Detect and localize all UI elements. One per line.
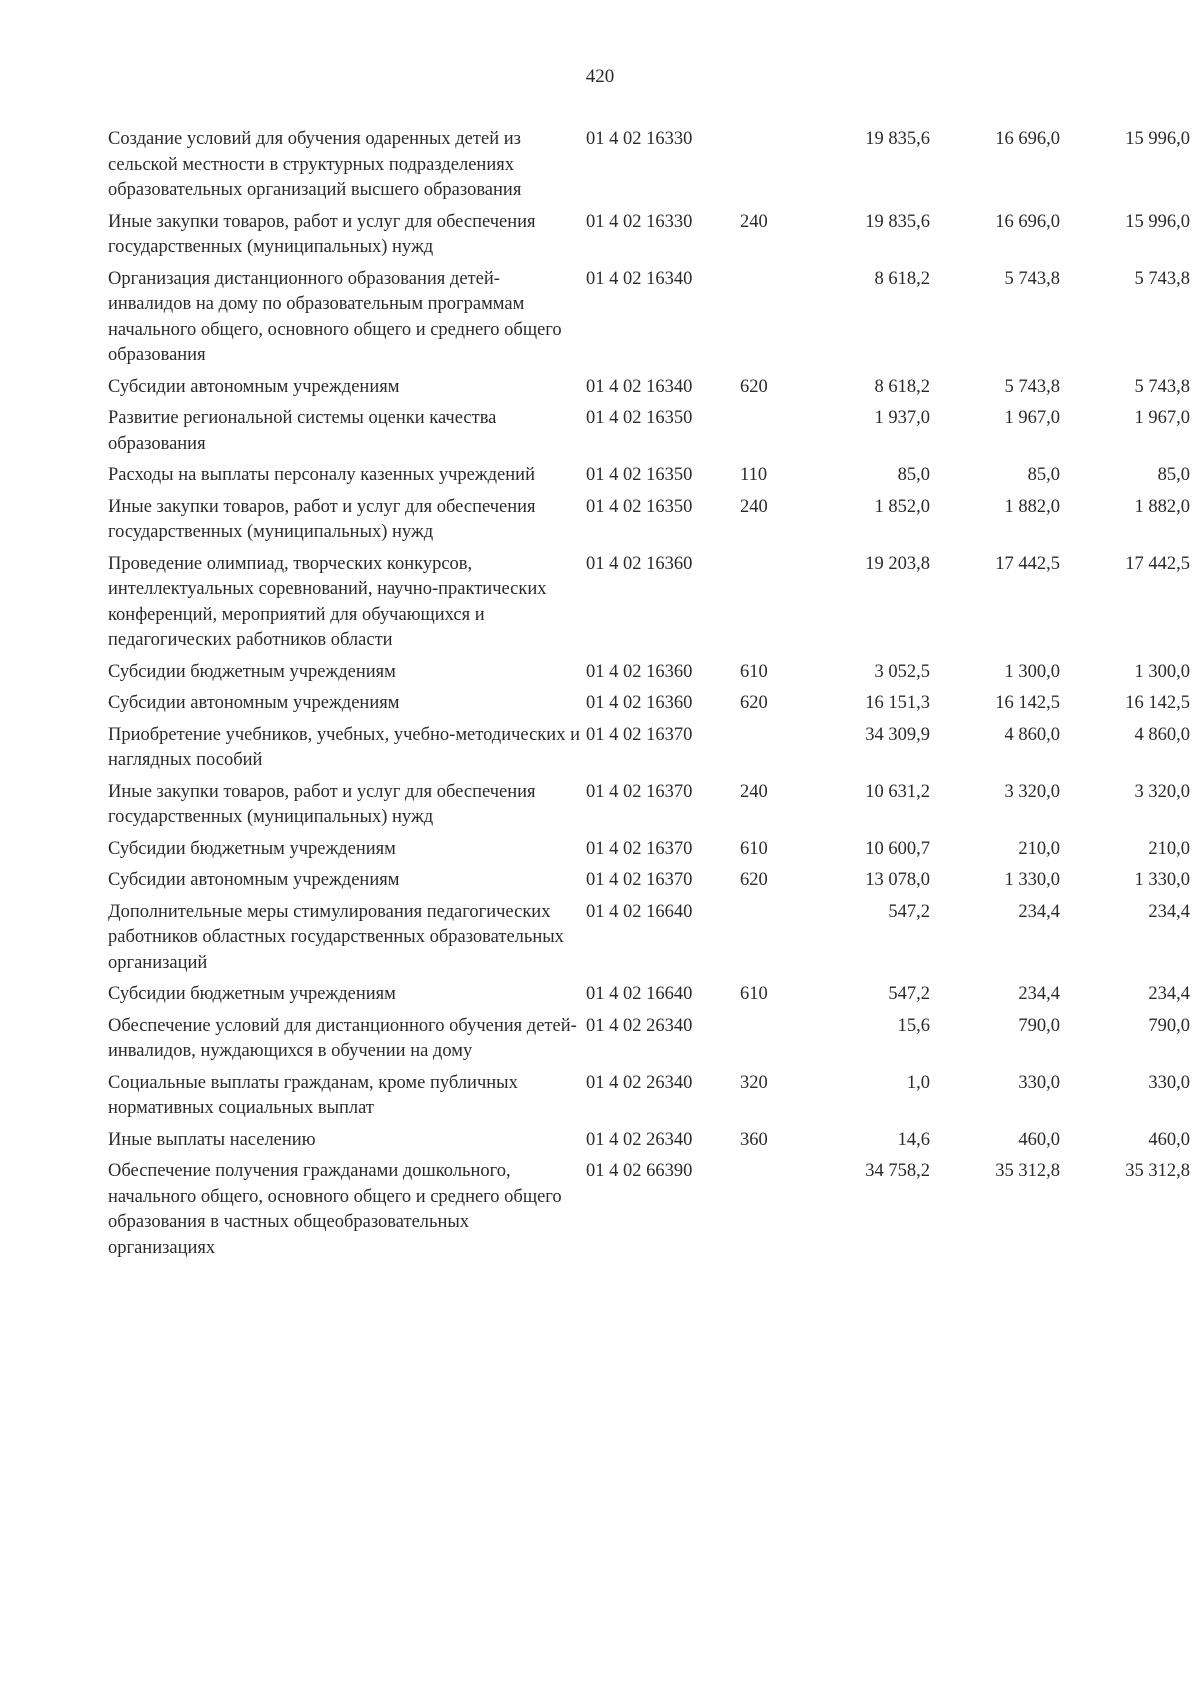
table-row <box>108 1159 1190 1267</box>
table-row <box>108 1071 1190 1128</box>
table-row <box>108 267 1190 375</box>
table-row <box>108 982 1190 1014</box>
amount-year2-cell: 790,0 <box>1018 1015 1060 1036</box>
target-article-code-cell: 01 4 02 16370 <box>586 724 693 745</box>
target-article-code-cell: 01 4 02 16350 <box>586 496 693 517</box>
budget-table <box>108 127 1190 1267</box>
amount-year1-cell: 547,2 <box>888 901 930 922</box>
amount-year2-cell: 16 696,0 <box>995 129 1060 149</box>
amount-year1-cell: 16 151,3 <box>865 693 930 713</box>
expense-type-code-cell: 610 <box>740 838 768 859</box>
target-article-code-cell: 01 4 02 16330 <box>586 211 693 232</box>
amount-year2-cell: 85,0 <box>1027 465 1060 485</box>
target-article-code-cell: 01 4 02 16350 <box>586 465 693 485</box>
amount-year2-cell: 1 300,0 <box>1004 661 1060 682</box>
amount-year1-cell: 34 758,2 <box>865 1161 930 1181</box>
expense-type-code-cell <box>732 1159 800 1267</box>
expense-type-code-cell <box>732 406 800 463</box>
amount-year3-cell: 17 442,5 <box>1125 553 1190 574</box>
amount-year3-cell: 1 300,0 <box>1134 661 1190 682</box>
amount-year2-cell: 17 442,5 <box>995 553 1060 574</box>
table-row <box>108 406 1190 463</box>
amount-year1-cell: 1,0 <box>906 1072 930 1093</box>
amount-year3-cell: 790,0 <box>1148 1015 1190 1036</box>
expense-type-code-cell: 360 <box>740 1129 768 1150</box>
expense-type-code-cell: 610 <box>740 984 768 1004</box>
expense-name-cell: Проведение олимпиад, творческих конкурсов, интеллектуальных соревнований, научно-практических конференций, мероприятий для обучающихся и педагогических работников области <box>108 553 547 650</box>
amount-year3-cell: 1 330,0 <box>1134 870 1190 890</box>
table-row <box>108 691 1190 723</box>
expense-name-cell: Социальные выплаты гражданам, кроме публичных нормативных социальных выплат <box>108 1072 518 1118</box>
amount-year3-cell: 15 996,0 <box>1125 129 1190 149</box>
expense-name-cell: Создание условий для обучения одаренных детей из сельской местности в структурных подразделениях образовательных организаций высшего образования <box>108 129 522 200</box>
target-article-code-cell: 01 4 02 16360 <box>586 553 693 574</box>
amount-year1-cell: 3 052,5 <box>874 661 930 682</box>
amount-year1-cell: 13 078,0 <box>865 870 930 890</box>
expense-type-code-cell <box>732 900 800 983</box>
target-article-code-cell: 01 4 02 16370 <box>586 781 693 802</box>
target-article-code-cell: 01 4 02 16370 <box>586 870 693 890</box>
expense-name-cell: Иные закупки товаров, работ и услуг для обеспечения государственных (муниципальных) нужд <box>108 781 536 827</box>
expense-name-cell: Иные выплаты населению <box>108 1129 316 1150</box>
target-article-code-cell: 01 4 02 66390 <box>586 1161 693 1181</box>
expense-type-code-cell <box>732 267 800 375</box>
amount-year1-cell: 1 852,0 <box>874 496 930 517</box>
expense-name-cell: Субсидии автономным учреждениям <box>108 870 400 890</box>
amount-year2-cell: 1 967,0 <box>1004 408 1060 428</box>
expense-name-cell: Субсидии автономным учреждениям <box>108 376 400 397</box>
table-row <box>108 780 1190 837</box>
target-article-code-cell: 01 4 02 16360 <box>586 661 693 682</box>
amount-year2-cell: 460,0 <box>1018 1129 1060 1150</box>
amount-year3-cell: 3 320,0 <box>1134 781 1190 802</box>
amount-year1-cell: 1 937,0 <box>874 408 930 428</box>
amount-year2-cell: 1 882,0 <box>1004 496 1060 517</box>
table-row <box>108 210 1190 267</box>
table-row <box>108 552 1190 660</box>
amount-year3-cell: 210,0 <box>1148 838 1190 859</box>
amount-year2-cell: 3 320,0 <box>1004 781 1060 802</box>
expense-type-code-cell: 610 <box>740 661 768 682</box>
expense-type-code-cell: 620 <box>740 870 768 890</box>
amount-year1-cell: 19 835,6 <box>865 211 930 232</box>
amount-year2-cell: 330,0 <box>1018 1072 1060 1093</box>
amount-year1-cell: 547,2 <box>888 984 930 1004</box>
expense-name-cell: Обеспечение получения гражданами дошкольного, начального общего, основного общего и среднего общего образования в частных общеобразовательных организациях <box>108 1161 562 1258</box>
table-row <box>108 375 1190 407</box>
expense-type-code-cell: 320 <box>740 1072 768 1093</box>
target-article-code-cell: 01 4 02 16640 <box>586 984 693 1004</box>
expense-name-cell: Приобретение учебников, учебных, учебно-методических и наглядных пособий <box>108 724 580 770</box>
target-article-code-cell: 01 4 02 26340 <box>586 1129 693 1150</box>
expense-type-code-cell <box>732 127 800 210</box>
table-row <box>108 660 1190 692</box>
amount-year1-cell: 19 203,8 <box>865 553 930 574</box>
amount-year2-cell: 16 142,5 <box>995 693 1060 713</box>
target-article-code-cell: 01 4 02 16360 <box>586 693 693 713</box>
expense-name-cell: Субсидии бюджетным учреждениям <box>108 984 396 1004</box>
expense-name-cell: Субсидии бюджетным учреждениям <box>108 838 396 859</box>
amount-year3-cell: 5 743,8 <box>1134 376 1190 397</box>
amount-year2-cell: 5 743,8 <box>1004 376 1060 397</box>
table-row <box>108 127 1190 210</box>
amount-year1-cell: 8 618,2 <box>874 376 930 397</box>
expense-name-cell: Обеспечение условий для дистанционного обучения детей-инвалидов, нуждающихся в обучении на дому <box>108 1015 577 1061</box>
amount-year2-cell: 5 743,8 <box>1004 268 1060 289</box>
amount-year1-cell: 34 309,9 <box>865 724 930 745</box>
target-article-code-cell: 01 4 02 16350 <box>586 408 693 428</box>
table-row <box>108 837 1190 869</box>
amount-year3-cell: 330,0 <box>1148 1072 1190 1093</box>
expense-type-code-cell: 110 <box>740 465 768 485</box>
table-row <box>108 1014 1190 1071</box>
amount-year1-cell: 10 631,2 <box>865 781 930 802</box>
expense-type-code-cell <box>732 552 800 660</box>
expense-type-code-cell <box>732 1014 800 1071</box>
amount-year1-cell: 8 618,2 <box>874 268 930 289</box>
expense-name-cell: Развитие региональной системы оценки качества образования <box>108 408 497 454</box>
amount-year2-cell: 16 696,0 <box>995 211 1060 232</box>
expense-type-code-cell: 240 <box>740 496 768 517</box>
page-number: 420 <box>585 66 615 87</box>
amount-year3-cell: 16 142,5 <box>1125 693 1190 713</box>
amount-year2-cell: 1 330,0 <box>1004 870 1060 890</box>
amount-year3-cell: 234,4 <box>1148 901 1190 922</box>
expense-name-cell: Расходы на выплаты персоналу казенных учреждений <box>108 465 535 485</box>
target-article-code-cell: 01 4 02 16330 <box>586 129 693 149</box>
amount-year3-cell: 35 312,8 <box>1125 1161 1190 1181</box>
amount-year3-cell: 234,4 <box>1148 984 1190 1004</box>
expense-name-cell: Организация дистанционного образования детей-инвалидов на дому по образовательным программам начального общего, основного общего и среднего общего образования <box>108 268 562 365</box>
table-row <box>108 868 1190 900</box>
target-article-code-cell: 01 4 02 26340 <box>586 1015 693 1036</box>
expense-name-cell: Иные закупки товаров, работ и услуг для обеспечения государственных (муниципальных) нужд <box>108 496 536 542</box>
table-body <box>108 127 1190 1267</box>
amount-year1-cell: 14,6 <box>897 1129 930 1150</box>
expense-type-code-cell: 240 <box>740 211 768 232</box>
amount-year3-cell: 1 882,0 <box>1134 496 1190 517</box>
amount-year2-cell: 234,4 <box>1018 984 1060 1004</box>
amount-year3-cell: 15 996,0 <box>1125 211 1190 232</box>
target-article-code-cell: 01 4 02 16340 <box>586 268 693 289</box>
expense-type-code-cell <box>732 723 800 780</box>
amount-year2-cell: 210,0 <box>1018 838 1060 859</box>
table-row <box>108 463 1190 495</box>
expense-type-code-cell: 240 <box>740 781 768 802</box>
amount-year3-cell: 4 860,0 <box>1134 724 1190 745</box>
amount-year3-cell: 5 743,8 <box>1134 268 1190 289</box>
amount-year1-cell: 19 835,6 <box>865 129 930 149</box>
expense-name-cell: Дополнительные меры стимулирования педагогических работников областных государственных образовательных организаций <box>108 901 564 973</box>
amount-year1-cell: 85,0 <box>897 465 930 485</box>
amount-year3-cell: 1 967,0 <box>1134 408 1190 428</box>
expense-type-code-cell: 620 <box>740 693 768 713</box>
target-article-code-cell: 01 4 02 16640 <box>586 901 693 922</box>
amount-year1-cell: 15,6 <box>897 1015 930 1036</box>
amount-year2-cell: 234,4 <box>1018 901 1060 922</box>
amount-year1-cell: 10 600,7 <box>865 838 930 859</box>
amount-year3-cell: 85,0 <box>1157 465 1190 485</box>
amount-year2-cell: 4 860,0 <box>1004 724 1060 745</box>
amount-year3-cell: 460,0 <box>1148 1129 1190 1150</box>
table-row <box>108 723 1190 780</box>
table-row <box>108 495 1190 552</box>
target-article-code-cell: 01 4 02 26340 <box>586 1072 693 1093</box>
expense-name-cell: Субсидии автономным учреждениям <box>108 693 400 713</box>
amount-year2-cell: 35 312,8 <box>995 1161 1060 1181</box>
expense-name-cell: Субсидии бюджетным учреждениям <box>108 661 396 682</box>
expense-name-cell: Иные закупки товаров, работ и услуг для обеспечения государственных (муниципальных) нужд <box>108 211 536 257</box>
table-row <box>108 900 1190 983</box>
table-row <box>108 1128 1190 1160</box>
target-article-code-cell: 01 4 02 16370 <box>586 838 693 859</box>
expense-type-code-cell: 620 <box>740 376 768 397</box>
target-article-code-cell: 01 4 02 16340 <box>586 376 693 397</box>
